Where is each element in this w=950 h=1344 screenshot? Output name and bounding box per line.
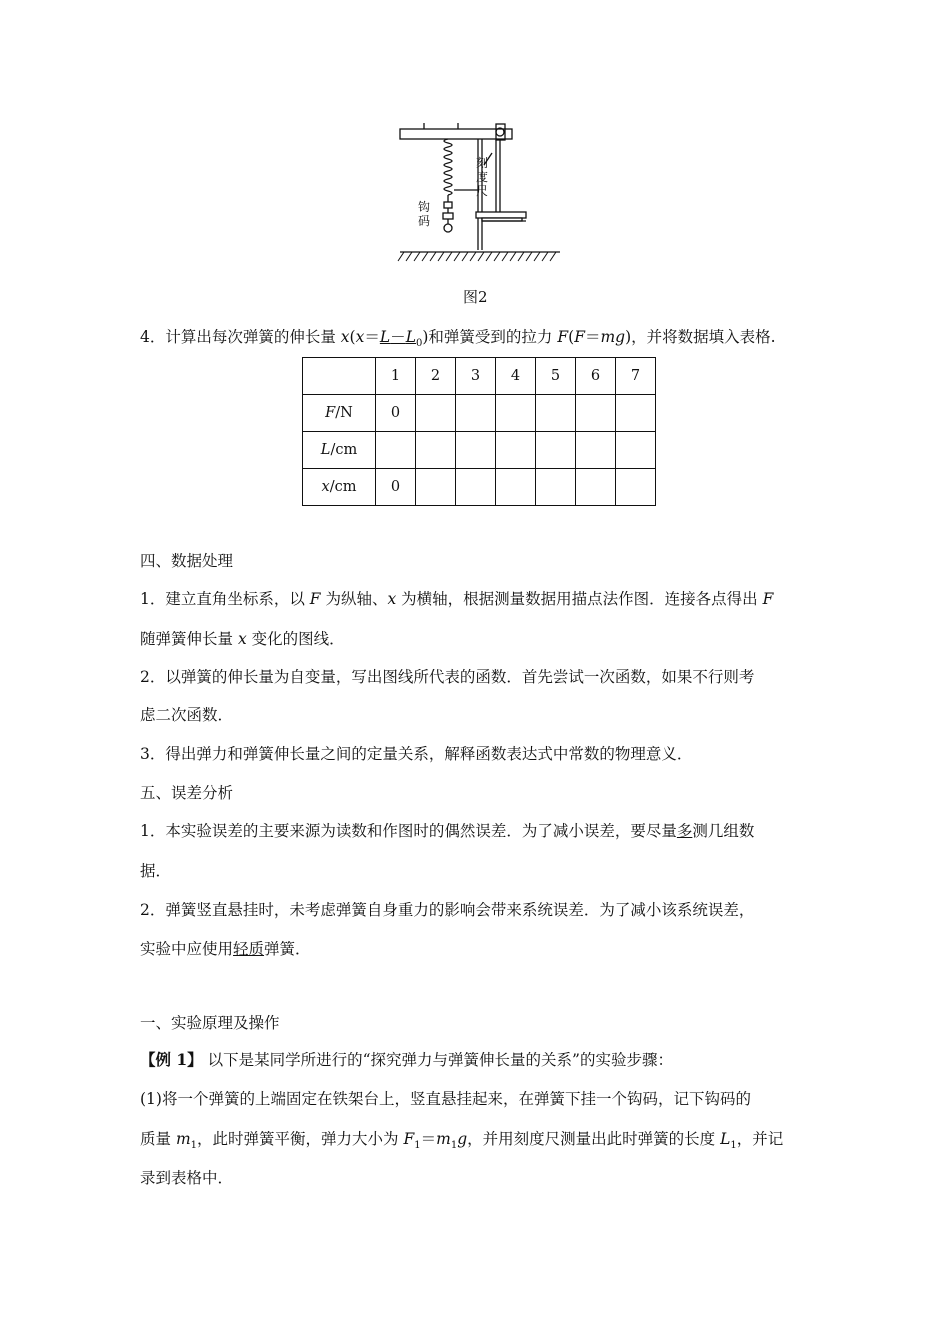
weight-label: 钩码: [418, 200, 431, 228]
example-tag: 【例 1】: [140, 1050, 203, 1069]
example-step1b: 质量 $m_1$，此时弹簧平衡，弹力大小为 $F_1=m_1g$，并用刻度尺测量出此时弹簧的长度 $L_1$，并记: [140, 1130, 784, 1152]
table-header-cell: 3: [456, 358, 496, 395]
section4-p1a: 1．建立直角坐标系，以 F 为纵轴、x 为横轴，根据测量数据用描点法作图．连接各点得出 F: [140, 590, 774, 608]
table-cell: [456, 432, 496, 469]
table-cell: [576, 469, 616, 506]
example-step1c: 录到表格中．: [140, 1169, 234, 1187]
table-corner-cell: [303, 358, 376, 395]
table-header-cell: 2: [416, 358, 456, 395]
table-cell: [496, 469, 536, 506]
section5-p2a: 2．弹簧竖直悬挂时，未考虑弹簧自身重力的影响会带来系统误差．为了减小该系统误差，: [140, 901, 755, 919]
example-step1a: (1)将一个弹簧的上端固定在铁架台上，竖直悬挂起来，在弹簧下挂一个钩码，记下钩码的: [140, 1090, 751, 1108]
table-cell: [456, 395, 496, 432]
table-cell: [536, 432, 576, 469]
table-cell: [616, 395, 656, 432]
table-cell: [576, 432, 616, 469]
table-row-length: [303, 432, 656, 469]
section4-p2a: 2．以弹簧的伸长量为自变量，写出图线所代表的函数．首先尝试一次函数，如果不行则考: [140, 668, 755, 686]
table-cell: 0: [376, 469, 416, 506]
table-cell: [456, 469, 496, 506]
table-header-cell: 7: [616, 358, 656, 395]
section5-p2b: 实验中应使用轻质弹簧．: [140, 940, 311, 958]
table-cell: [416, 395, 456, 432]
table-cell: [416, 469, 456, 506]
section5-p1a: 1．本实验误差的主要来源为读数和作图时的偶然误差．为了减小误差，要尽量多测几组数: [140, 822, 755, 840]
row-label: x/cm: [303, 469, 376, 506]
table-header-cell: 1: [376, 358, 416, 395]
row-label: F/N: [303, 395, 376, 432]
section4-p3: 3．得出弹力和弹簧伸长量之间的定量关系，解释函数表达式中常数的物理意义．: [140, 745, 693, 763]
table-header-row: [303, 358, 656, 395]
section5-p1b: 据．: [140, 862, 172, 880]
section4-p2b: 虑二次函数．: [140, 706, 234, 724]
table-cell: [416, 432, 456, 469]
table-cell: [376, 432, 416, 469]
section1-title: 一、实验原理及操作: [140, 1014, 280, 1032]
table-cell: [496, 395, 536, 432]
section4-p1b: 随弹簧伸长量 x 变化的图线．: [140, 630, 345, 648]
table-cell: [576, 395, 616, 432]
section5-title: 五、误差分析: [140, 784, 234, 802]
table-cell: [616, 469, 656, 506]
row-label: L/cm: [303, 432, 376, 469]
data-table: [302, 357, 656, 506]
table-row-force: [303, 395, 656, 432]
table-row-extension: [303, 469, 656, 506]
example-intro: 【例 1】 以下是某同学所进行的“探究弹力与弹簧伸长量的关系”的实验步骤：: [140, 1050, 673, 1069]
table-header-cell: 4: [496, 358, 536, 395]
table-cell: 0: [376, 395, 416, 432]
section4-title: 四、数据处理: [140, 552, 234, 570]
spring-apparatus-figure: [396, 120, 566, 266]
table-cell: [496, 432, 536, 469]
table-cell: [536, 469, 576, 506]
table-cell: [536, 395, 576, 432]
table-cell: [616, 432, 656, 469]
step4-line: 4．计算出每次弹簧的伸长量 $x(x=L-L_0)$和弹簧受到的拉力 F(F＝mg)，并将数据填入表格.: [140, 328, 776, 350]
ruler-label: 刻度尺: [476, 156, 489, 198]
figure-caption: 图2: [463, 288, 488, 306]
table-header-cell: 6: [576, 358, 616, 395]
table-header-cell: 5: [536, 358, 576, 395]
